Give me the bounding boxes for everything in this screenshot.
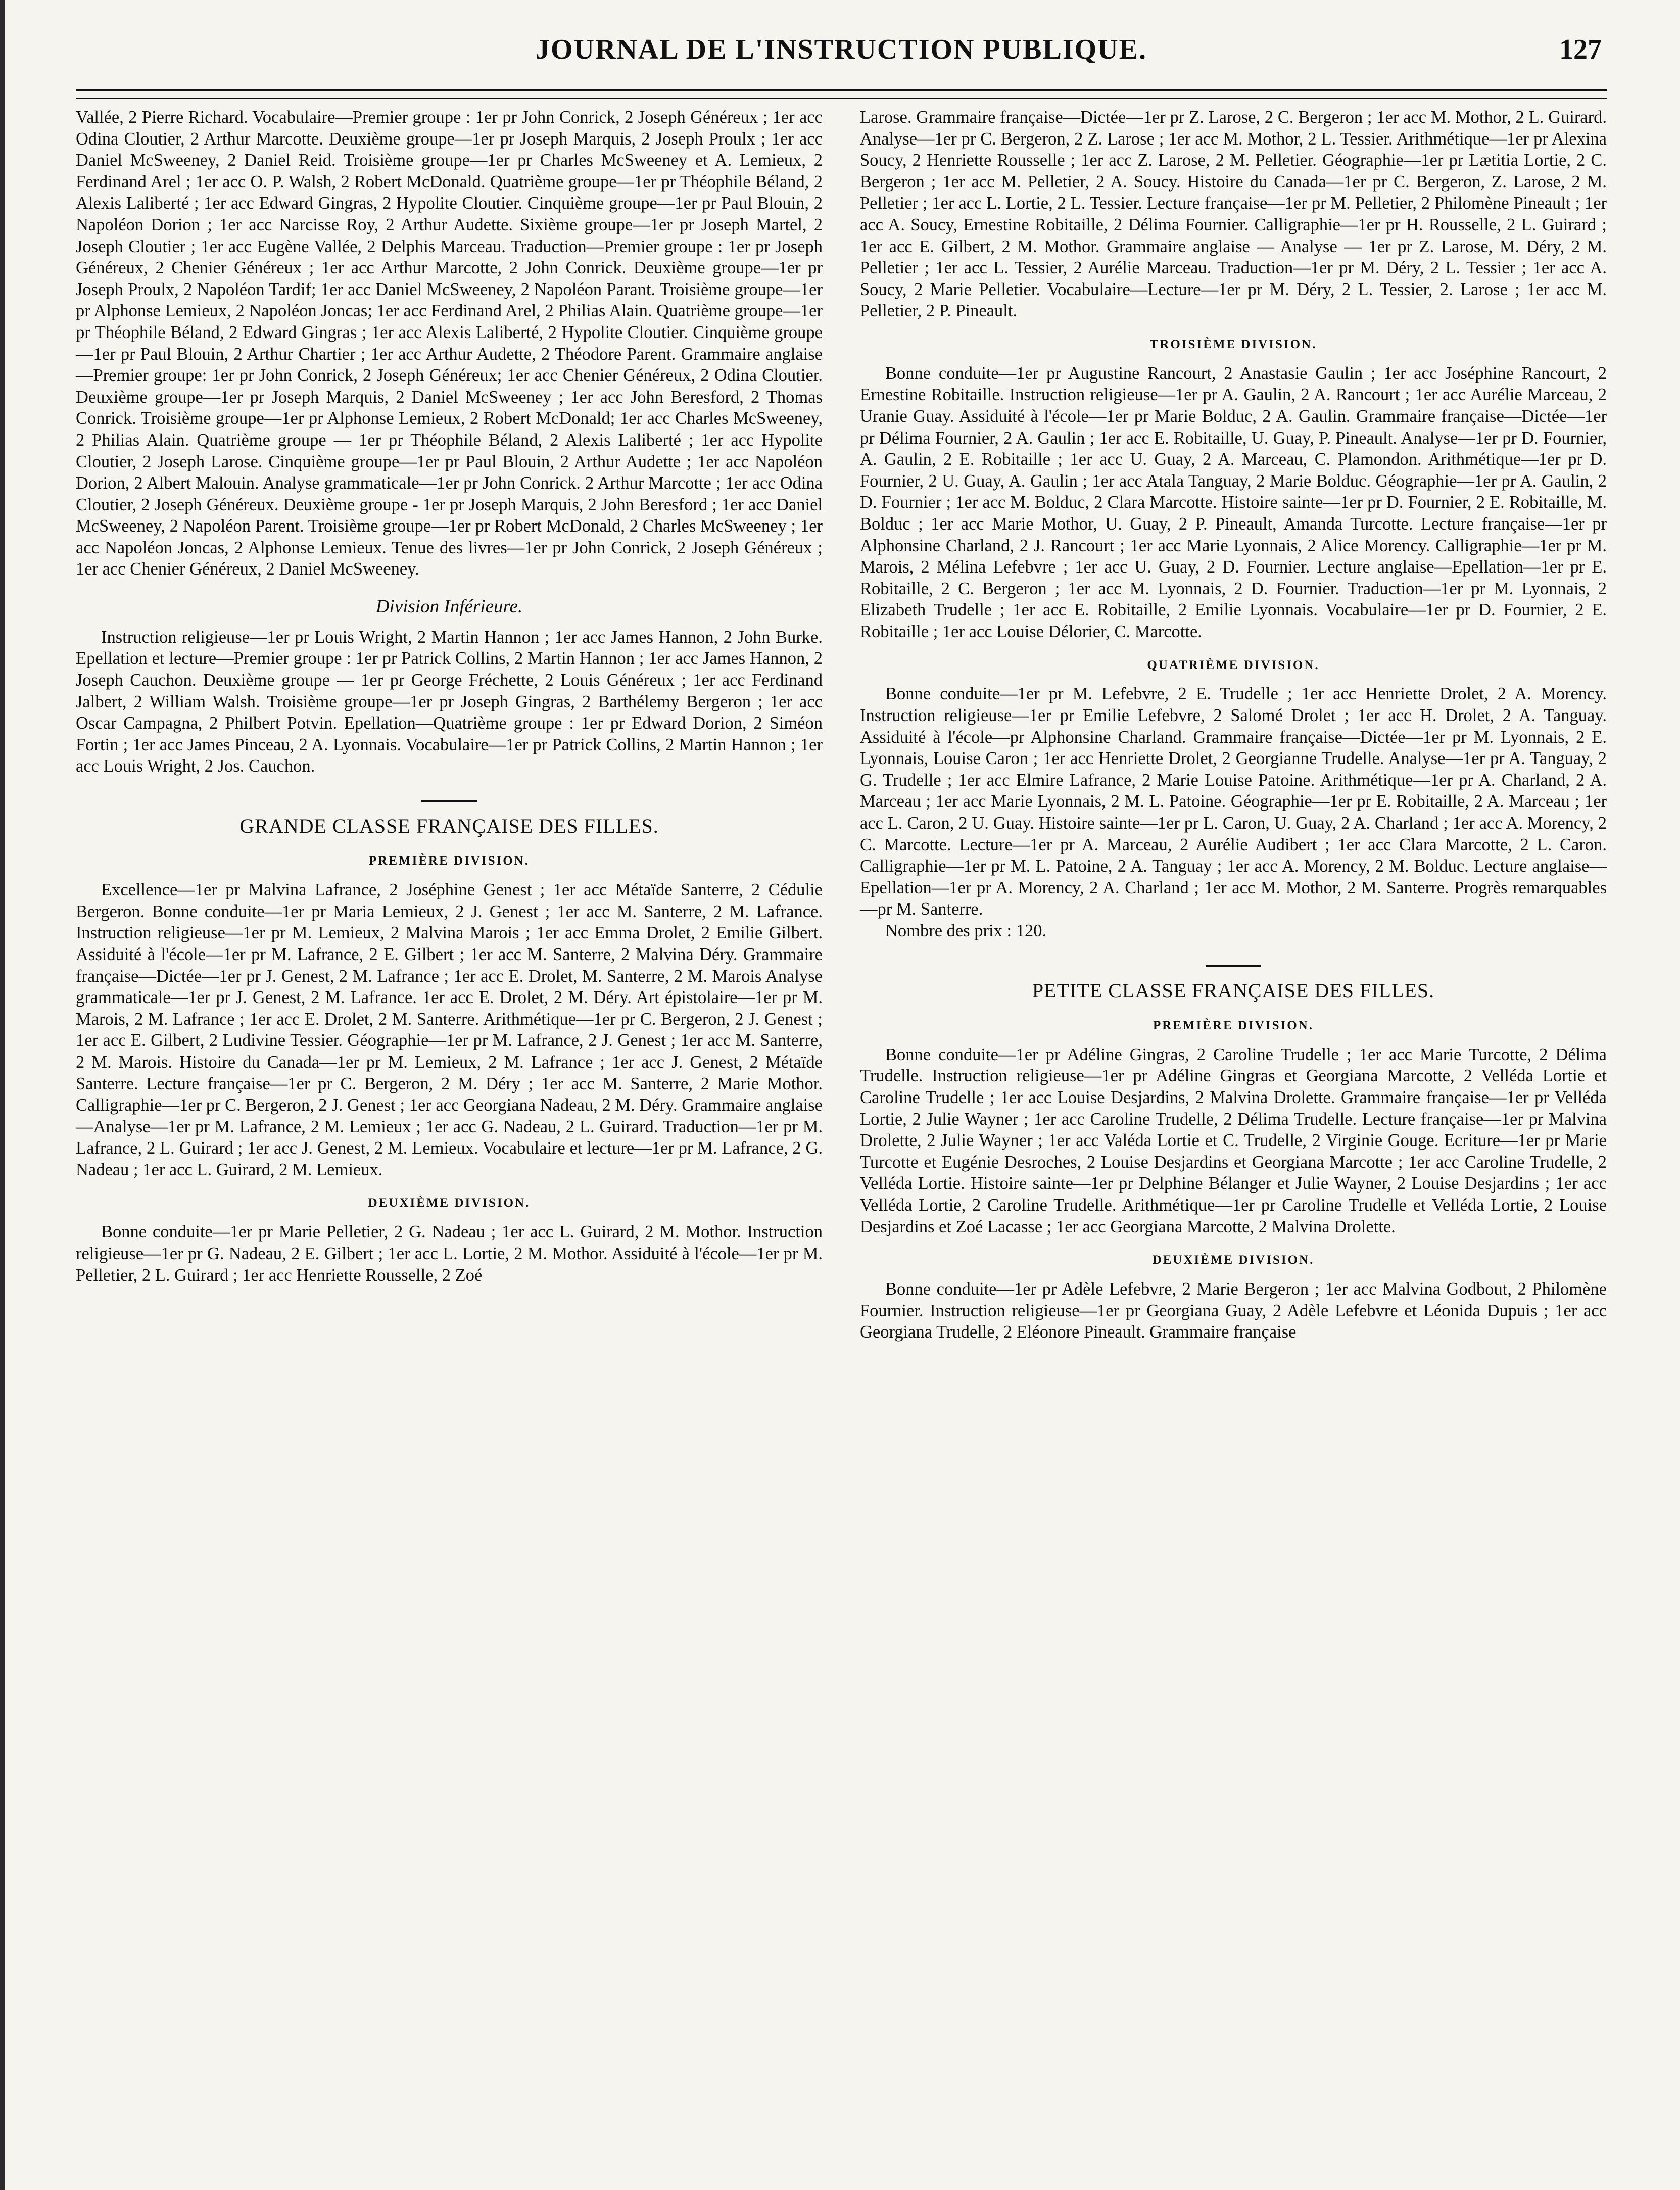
section-divider — [1206, 965, 1261, 967]
page-spine — [0, 0, 5, 2190]
section-title: PETITE CLASSE FRANÇAISE DES FILLES. — [1032, 979, 1435, 1002]
running-title: JOURNAL DE L'INSTRUCTION PUBLIQUE. — [536, 34, 1147, 65]
division-heading: PREMIÈRE DIVISION. — [369, 854, 530, 868]
page-header — [76, 31, 1607, 80]
text-columns — [76, 107, 1607, 1343]
page-number: 127 — [1559, 34, 1602, 65]
paragraph: Bonne conduite—1er pr Adéline Gingras, 2 Caroline Trudelle ; 1er acc Marie Turcotte, 2 Délima Trudelle. Instruction religieuse—1er pr Adéline Gingras et Georgiana Marcotte, 2 Velléda Lortie et Caroline Trudelle ; 1er acc Louise Desjardins, 2 Malvina Drolette. Grammaire française—1er pr Velléda Lortie, 2 Julie Wayner ; 1er acc Caroline Trudelle, 2 Délima Trudelle. Lecture française—1er pr Malvina Drolette, 2 Julie Wayner ; 1er acc Valéda Lortie et C. Trudelle, 2 Virginie Gouge. Ecriture—1er pr Marie Turcotte et Eugénie Desroches, 2 Louise Desjardins et Georgiana Marcotte ; 1er acc Caroline Trudelle, 2 Velléda Lortie. Histoire sainte—1er pr Delphine Bélanger et Julie Wayner, 2 Louise Desjardins ; 1er acc Velléda Lortie, 2 Caroline Trudelle. Arithmétique—1er pr Caroline Trudelle et Velléda Lortie, 2 Louise Desjardins et Zoé Lacasse ; 1er acc Georgiana Marcotte, 2 Malvina Drolette. — [860, 1044, 1607, 1236]
right-column — [860, 107, 1607, 1343]
paragraph: Instruction religieuse—1er pr Louis Wright, 2 Martin Hannon ; 1er acc James Hannon, 2 John Burke. Epellation et lecture—Premier groupe : 1er pr Patrick Collins, 2 Martin Hannon ; 1er acc James Hannon, 2 Joseph Cauchon. Deuxième groupe — 1er pr George Fréchette, 2 Louis Généreux ; 1er acc Ferdinand Jalbert, 2 William Walsh. Troisième groupe—1er pr Joseph Gingras, 2 Barthélemy Bergeron ; 1er acc Oscar Campagna, 2 Philbert Potvin. Epellation—Quatrième groupe : 1er pr Edward Dorion, 2 Siméon Fortin ; 1er acc James Pinceau, 2 A. Lyonnais. Vocabulaire—1er pr Patrick Collins, 2 Martin Hannon ; 1er acc Louis Wright, 2 Jos. Cauchon. — [76, 627, 823, 776]
paragraph: Bonne conduite—1er pr Adèle Lefebvre, 2 Marie Bergeron ; 1er acc Malvina Godbout, 2 Philomène Fournier. Instruction religieuse—1er pr Georgiana Guay, 2 Adèle Lefebvre et Léonida Dupuis ; 1er acc Georgiana Trudelle, 2 Eléonore Pineault. Grammaire française — [860, 1279, 1607, 1342]
section-heading: Division Inférieure. — [375, 596, 523, 617]
section-divider — [421, 800, 477, 802]
prize-count: Nombre des prix : 120. — [885, 921, 1047, 940]
division-heading: QUATRIÈME DIVISION. — [1147, 658, 1320, 672]
paragraph: Bonne conduite—1er pr Marie Pelletier, 2 G. Nadeau ; 1er acc L. Guirard, 2 M. Mothor. Instruction religieuse—1er pr G. Nadeau, 2 E. Gilbert ; 1er acc L. Lortie, 2 M. Mothor. Assiduité à l'école—1er pr M. Pelletier, 2 L. Guirard ; 1er acc Henriette Rousselle, 2 Zoé — [76, 1222, 823, 1285]
division-heading: DEUXIÈME DIVISION. — [1152, 1253, 1315, 1267]
journal-page — [76, 31, 1607, 2169]
section-title: GRANDE CLASSE FRANÇAISE DES FILLES. — [239, 814, 659, 837]
paragraph: Excellence—1er pr Malvina Lafrance, 2 Joséphine Genest ; 1er acc Métaïde Santerre, 2 Cédulie Bergeron. Bonne conduite—1er pr Maria Lemieux, 2 J. Genest ; 1er acc M. Santerre, 2 M. Lafrance. Instruction religieuse—1er pr M. Lemieux, 2 Malvina Marois ; 1er acc Emma Drolet, 2 Emilie Gilbert. Assiduité à l'école—1er pr M. Lafrance, 2 E. Gilbert ; 1er acc M. Santerre, 2 Malvina Déry. Grammaire française—Dictée—1er pr J. Genest, 2 M. Lafrance ; 1er acc E. Drolet, M. Santerre, 2 M. Marois Analyse grammaticale—1er pr J. Genest, 2 M. Lafrance. 1er acc E. Drolet, 2 M. Déry. Art épistolaire—1er pr M. Marois, 2 M. Lafrance ; 1er acc E. Drolet, 2 M. Santerre. Arithmétique—1er pr C. Bergeron, 2 J. Genest ; 1er acc E. Gilbert, 2 Ludivine Tessier. Géographie—1er pr M. Lafrance, 2 J. Genest ; 1er acc M. Santerre, 2 M. Marois. Histoire du Canada—1er pr M. Lemieux, 2 M. Lafrance ; 1er acc J. Genest, 2 Métaïde Santerre. Lecture française—1er pr C. Bergeron, 2 M. Déry ; 1er acc M. Santerre, 2 Marie Mothor. Calligraphie—1er pr C. Bergeron, 2 J. Genest ; 1er acc Georgiana Nadeau, 2 M. Déry. Grammaire anglaise—Analyse—1er pr M. Lafrance, 2 M. Lemieux ; 1er acc G. Nadeau, 2 L. Guirard. Traduction—1er pr M. Lafrance, 2 L. Guirard ; 1er acc J. Genest, 2 M. Lemieux. Vocabulaire et lecture—1er pr M. Lafrance, 2 G. Nadeau ; 1er acc L. Guirard, 2 M. Lemieux. — [76, 880, 823, 1179]
division-heading: DEUXIÈME DIVISION. — [368, 1196, 531, 1210]
division-heading: TROISIÈME DIVISION. — [1149, 337, 1317, 351]
division-heading: PREMIÈRE DIVISION. — [1153, 1018, 1314, 1032]
left-column — [76, 107, 823, 1343]
paragraph: Larose. Grammaire française—Dictée—1er pr Z. Larose, 2 C. Bergeron ; 1er acc M. Mothor, 2 L. Guirard. Analyse—1er pr C. Bergeron, 2 Z. Larose ; 1er acc M. Mothor, 2 L. Tessier. Arithmétique—1er pr Alexina Soucy, 2 Henriette Rousselle ; 1er acc Z. Larose, 2 M. Pelletier. Géographie—1er pr Lætitia Lortie, 2 C. Bergeron ; 1er acc M. Pelletier, 2 A. Soucy. Histoire du Canada—1er pr C. Bergeron, Z. Larose, 2 M. Pelletier ; 1er acc L. Lortie, 2 L. Tessier. Lecture française—1er pr M. Pelletier, 2 Philomène Pineault ; 1er acc A. Soucy, Ernestine Robitaille, 2 Délima Fournier. Calligraphie—1er pr H. Rousselle, 2 L. Guirard ; 1er acc E. Gilbert, 2 M. Mothor. Grammaire anglaise — Analyse — 1er pr Z. Larose, M. Déry, 2 M. Pelletier ; 1er acc L. Tessier, 2 Aurélie Marceau. Traduction—1er pr M. Déry, 2 L. Tessier ; 1er acc A. Soucy, 2 Marie Pelletier. Vocabulaire—Lecture—1er pr M. Déry, 2 L. Tessier, 2. Larose ; 1er acc M. Pelletier, 2 P. Pineault. — [860, 108, 1607, 321]
paragraph: Bonne conduite—1er pr M. Lefebvre, 2 E. Trudelle ; 1er acc Henriette Drolet, 2 A. Morency. Instruction religieuse—1er pr Emilie Lefebvre, 2 Salomé Drolet ; 1er acc H. Drolet, 2 A. Tanguay. Assiduité à l'école—pr Alphonsine Charland. Grammaire française—Dictée—1er pr M. Lyonnais, 2 E. Lyonnais, Louise Caron ; 1er acc Henriette Drolet, 2 Georgianne Trudelle. Analyse—1er pr A. Tanguay, 2 G. Trudelle ; 1er acc Elmire Lafrance, 2 Marie Louise Patoine. Arithmétique—1er pr A. Charland, 2 A. Marceau ; 1er acc Marie Lyonnais, 2 M. L. Patoine. Géographie—1er pr E. Robitaille, 2 A. Marceau ; 1er acc L. Caron, 2 U. Guay. Histoire sainte—1er pr L. Caron, U. Guay, 2 A. Charland ; 1er acc A. Morency, 2 C. Marcotte. Lecture—1er pr A. Marceau, 2 Aurélie Audibert ; 1er acc Clara Marcotte, 2 L. Caron. Calligraphie—1er pr M. L. Patoine, 2 A. Tanguay ; 1er acc A. Morency, 2 M. Bolduc. Lecture anglaise—Epellation—1er pr A. Morency, 2 A. Charland ; 1er acc M. Mothor, 2 M. Santerre. Progrès remarquables—pr M. Santerre. — [860, 684, 1607, 919]
paragraph: Bonne conduite—1er pr Augustine Rancourt, 2 Anastasie Gaulin ; 1er acc Joséphine Rancourt, 2 Ernestine Robitaille. Instruction religieuse—1er pr A. Gaulin, 2 A. Rancourt ; 1er acc Aurélie Marceau, 2 Uranie Guay. Assiduité à l'école—1er pr Marie Bolduc, 2 A. Gaulin. Grammaire française—Dictée—1er pr Délima Fournier, 2 A. Gaulin ; 1er acc E. Robitaille, U. Guay, P. Pineault. Analyse—1er pr D. Fournier, A. Gaulin, 2 E. Robitaille ; 1er acc U. Guay, 2 A. Marceau, C. Plamondon. Arithmétique—1er pr D. Fournier, 2 U. Guay, A. Gaulin ; 1er acc Atala Tanguay, 2 Marie Bolduc. Géographie—1er pr A. Gaulin, 2 D. Fournier ; 1er acc M. Bolduc, 2 Clara Marcotte. Histoire sainte—1er pr D. Fournier, 2 E. Robitaille, M. Bolduc ; 1er acc Marie Mothor, U. Guay, 2 P. Pineault, Amanda Turcotte. Lecture française—1er pr Alphonsine Charland, 2 J. Rancourt ; 1er acc Marie Lyonnais, 2 Alice Morency. Calligraphie—1er pr M. Marois, 2 Mélina Lefebvre ; 1er acc U. Guay, 2 D. Fournier. Lecture anglaise—Epellation—1er pr E. Robitaille, 2 C. Bergeron ; 1er acc M. Lyonnais, 2 D. Fournier. Traduction—1er pr M. Lyonnais, 2 Elizabeth Trudelle ; 1er acc E. Robitaille, 2 Emilie Lyonnais. Vocabulaire—1er pr D. Fournier, 2 E. Robitaille ; 1er acc Louise Délorier, C. Marcotte. — [860, 363, 1607, 641]
paragraph: Vallée, 2 Pierre Richard. Vocabulaire—Premier groupe : 1er pr John Conrick, 2 Joseph Généreux ; 1er acc Odina Cloutier, 2 Arthur Marcotte. Deuxième groupe—1er pr Joseph Marquis, 2 Joseph Proulx ; 1er acc Daniel McSweeney, 2 Daniel Reid. Troisième groupe—1er pr Charles McSweeney et A. Lemieux, 2 Ferdinand Arel ; 1er acc O. P. Walsh, 2 Robert McDonald. Quatrième groupe—1er pr Théophile Béland, 2 Alexis Laliberté ; 1er acc Edward Gingras, 2 Hypolite Cloutier. Cinquième groupe—1er pr Paul Blouin, 2 Napoléon Dorion ; 1er acc Narcisse Roy, 2 Arthur Audette. Sixième groupe—1er pr Joseph Martel, 2 Joseph Cloutier ; 1er acc Eugène Vallée, 2 Delphis Marceau. Traduction—Premier groupe : 1er pr Joseph Généreux, 2 Chenier Généreux ; 1er acc Arthur Marcotte, 2 John Conrick. Deuxième groupe—1er pr Joseph Proulx, 2 Napoléon Tardif; 1er acc Daniel McSweeney, 2 Napoléon Parant. Troisième groupe—1er pr Alphonse Lemieux, 2 Napoléon Joncas; 1er acc Ferdinand Arel, 2 Philias Alain. Quatrième groupe—1er pr Théophile Béland, 2 Edward Gingras ; 1er acc Alexis Laliberté, 2 Hypolite Cloutier. Cinquième groupe—1er pr Paul Blouin, 2 Arthur Chartier ; 1er acc Arthur Audette, 2 Théodore Parent. Grammaire anglaise—Premier groupe: 1er pr John Conrick, 2 Joseph Généreux; 1er acc Chenier Généreux, 2 Odina Cloutier. Deuxième groupe—1er pr Joseph Marquis, 2 Daniel McSweeney ; 1er acc John Beresford, 2 Thomas Conrick. Troisième groupe—1er pr Alphonse Lemieux, 2 Robert McDonald; 1er acc Charles McSweeney, 2 Philias Alain. Quatrième groupe — 1er pr Théophile Béland, 2 Alexis Laliberté ; 1er acc Hypolite Cloutier, 2 Joseph Larose. Cinquième groupe—1er pr Paul Blouin, 2 Arthur Audette ; 1er acc Napoléon Dorion, 2 Albert Malouin. Analyse grammaticale—1er pr John Conrick. 2 Arthur Marcotte ; 1er acc Odina Cloutier, 2 Joseph Généreux. Deuxième groupe - 1er pr Joseph Marquis, 2 John Beresford ; 1er acc Daniel McSweeney, 2 Napoléon Parent. Troisième groupe—1er pr Robert McDonald, 2 Charles McSweeney ; 1er acc Napoléon Joncas, 2 Alphonse Lemieux. Tenue des livres—1er pr John Conrick, 2 Joseph Généreux ; 1er acc Chenier Généreux, 2 Daniel McSweeney. — [76, 108, 823, 579]
header-rule — [76, 89, 1607, 99]
